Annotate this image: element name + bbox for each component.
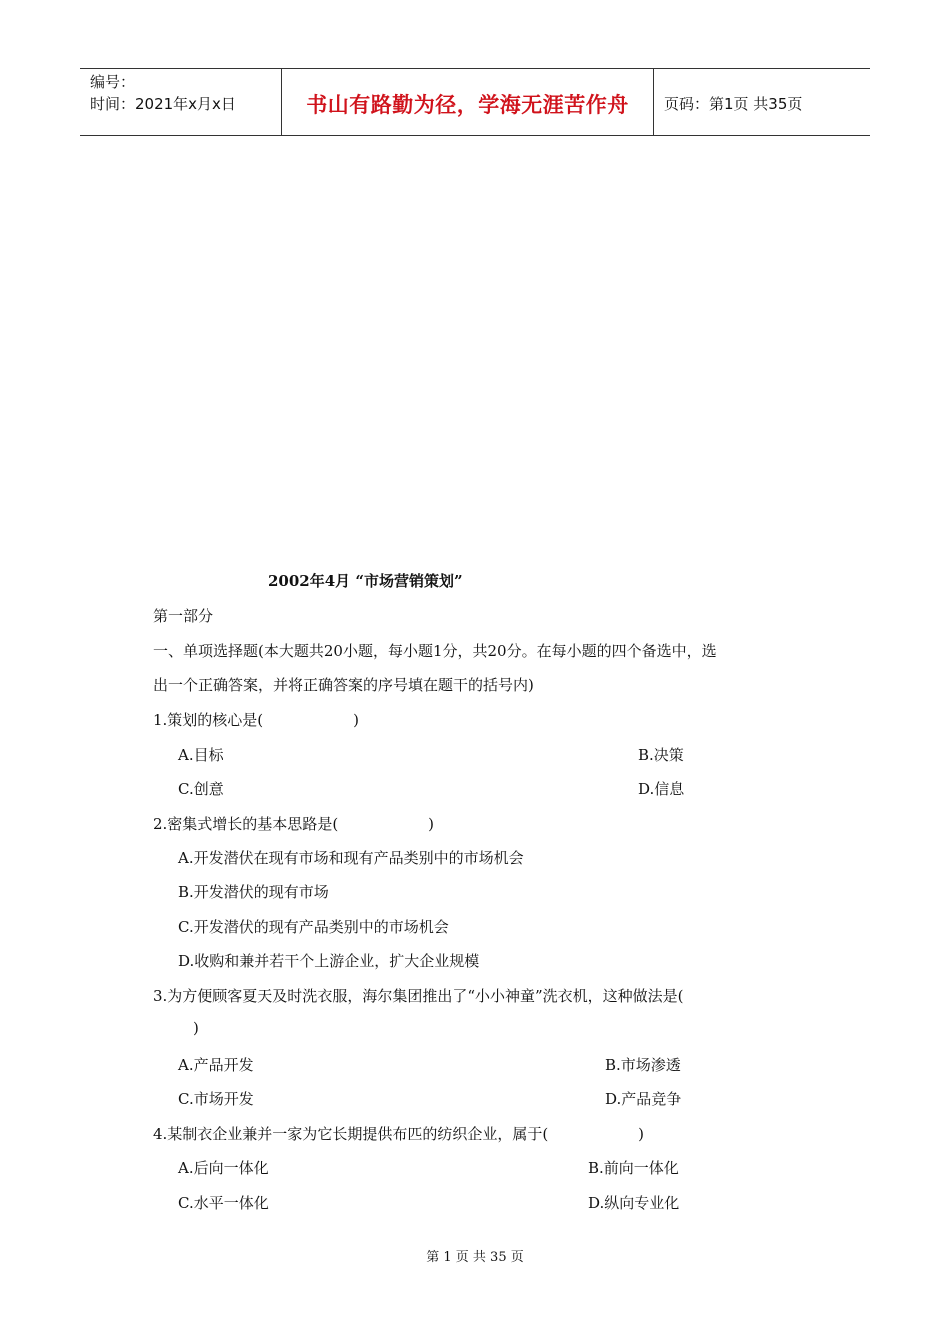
motto-text: 书山有路勤为径，学海无涯苦作舟	[306, 92, 629, 117]
question-1-option-a: A.目标	[178, 746, 224, 764]
header-motto-cell	[281, 69, 654, 135]
question-1-option-b: B.决策	[638, 746, 684, 764]
question-4-option-d: D.纵向专业化	[588, 1194, 680, 1212]
question-3-stem-cont: )	[193, 1019, 199, 1037]
question-4-stem: 4.某制衣企业兼并一家为它长期提供布匹的纺织企业，属于( )	[153, 1125, 645, 1143]
question-3-stem: 3.为方便顾客夏天及时洗衣服，海尔集团推出了“小小神童”洗衣机，这种做法是(	[153, 987, 684, 1005]
header-page-cell	[654, 69, 870, 135]
header-meta	[80, 69, 281, 135]
question-2-option-c: C.开发潜伏的现有产品类别中的市场机会	[178, 918, 449, 936]
question-3-option-b: B.市场渗透	[605, 1056, 681, 1074]
question-2-option-a: A.开发潜伏在现有市场和现有产品类别中的市场机会	[178, 849, 524, 867]
question-1-option-d: D.信息	[638, 780, 685, 798]
part-heading: 第一部分	[153, 607, 214, 625]
question-4-option-b: B.前向一体化	[588, 1159, 679, 1177]
time-label: 时间：2021年x月x日	[90, 95, 236, 113]
question-4-option-a: A.后向一体化	[178, 1159, 269, 1177]
question-4-option-c: C.水平一体化	[178, 1194, 269, 1212]
page-header	[80, 68, 870, 136]
question-3-option-c: C.市场开发	[178, 1090, 254, 1108]
page-info: 页码：第1页 共35页	[664, 95, 803, 113]
question-1-option-c: C.创意	[178, 780, 224, 798]
question-2-stem: 2.密集式增长的基本思路是( )	[153, 815, 435, 833]
question-2-option-d: D.收购和兼并若干个上游企业，扩大企业规模	[178, 952, 480, 970]
question-1-stem: 1.策划的核心是( )	[153, 711, 360, 729]
document-title: 2002年4月 “市场营销策划”	[268, 572, 463, 590]
number-label: 编号：	[90, 73, 136, 91]
section-instructions-2: 出一个正确答案，并将正确答案的序号填在题干的括号内)	[153, 676, 534, 694]
section-instructions-1: 一、单项选择题(本大题共20小题，每小题1分，共20分。在每小题的四个备选中，选	[153, 642, 717, 660]
question-3-option-a: A.产品开发	[178, 1056, 254, 1074]
question-3-option-d: D.产品竞争	[605, 1090, 682, 1108]
page-footer: 第 1 页 共 35 页	[426, 1250, 524, 1265]
question-2-option-b: B.开发潜伏的现有市场	[178, 883, 329, 901]
